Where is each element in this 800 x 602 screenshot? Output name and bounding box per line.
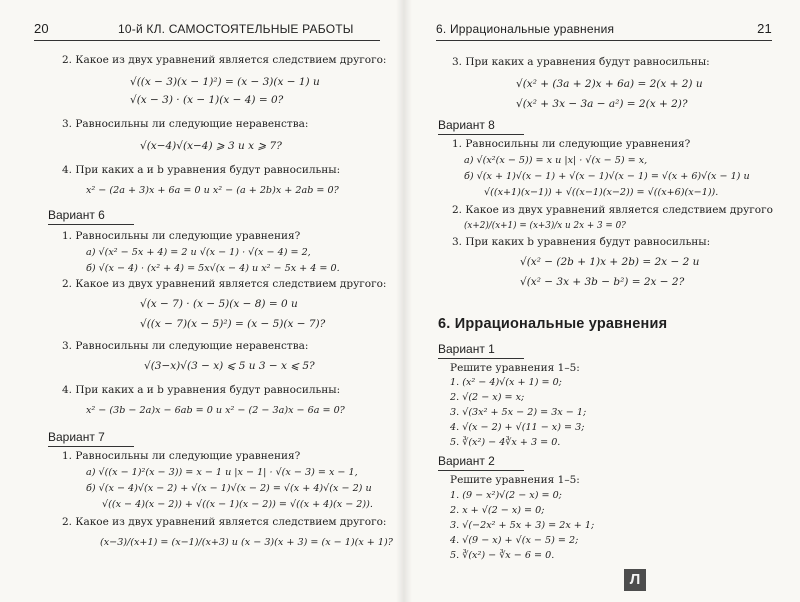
exercise-item: 5. ∛(x²) − 4∛x + 3 = 0. (450, 437, 561, 448)
problem-text: 3. При каких b уравнения будут равносильны: (452, 236, 711, 248)
math-line: а) √(x² − 5x + 4) = 2 и √(x − 1) · √(x − 4) = 2, (86, 247, 311, 258)
math-line: x² − (3b − 2a)x − 6ab = 0 и x² − (2 − 3a)x − 6a = 0? (86, 405, 345, 416)
math-line: x² − (2a + 3)x + 6a = 0 и x² − (a + 2b)x + 2ab = 0? (86, 185, 339, 196)
math-line: √((x+1)(x−1)) + √((x−1)(x−2)) = √((x+6)(x−1)). (484, 187, 719, 198)
problem-text: 3. При каких a уравнения будут равносильны: (452, 56, 710, 68)
math-line: (x+2)/(x+1) = (x+3)/x и 2x + 3 = 0? (464, 221, 626, 231)
problem-text: 4. При каких a и b уравнения будут равносильны: (62, 384, 341, 396)
problem-text: 1. Равносильны ли следующие уравнения? (452, 138, 691, 150)
left-running-header (34, 20, 380, 41)
right-page (404, 0, 800, 602)
math-line: а) √((x − 1)²(x − 3)) = x − 1 и |x − 1| · √(x − 3) = x − 1, (86, 467, 358, 478)
exercise-item: 3. √(3x² + 5x − 2) = 3x − 1; (450, 407, 587, 418)
math-line: √((x − 7)(x − 5)²) = (x − 5)(x − 7)? (140, 318, 326, 330)
math-line: б) √(x − 4)√(x − 2) + √(x − 1)√(x − 2) = √(x + 4)√(x − 2) и (86, 483, 372, 494)
problem-text: 2. Какое из двух уравнений является следствием другого (452, 204, 773, 216)
math-line: б) √(x − 4) · (x² + 4) = 5x√(x − 4) и x² − 5x + 4 = 0. (86, 263, 340, 274)
left-header-title: 10-й КЛ. САМОСТОЯТЕЛЬНЫЕ РАБОТЫ (118, 22, 354, 36)
math-line: √(x−4)√(x−4) ⩾ 3 и x ⩾ 7? (140, 140, 282, 152)
problem-text: 1. Равносильны ли следующие уравнения? (62, 450, 301, 462)
left-page-number: 20 (34, 21, 49, 36)
math-line: √(x² + 3x − 3a − a²) = 2(x + 2)? (516, 98, 688, 110)
right-page-number: 21 (757, 21, 772, 36)
math-line: а) √(x²(x − 5)) = x и |x| · √(x − 5) = x, (464, 155, 648, 166)
variant-2-heading: Вариант 2 (438, 454, 495, 468)
exercise-item: 1. (x² − 4)√(x + 1) = 0; (450, 377, 562, 388)
exercise-item: 2. x + √(2 − x) = 0; (450, 505, 545, 516)
math-line: √(3−x)√(3 − x) ⩽ 5 и 3 − x ⩽ 5? (144, 360, 315, 372)
problem-text: 1. Равносильны ли следующие уравнения? (62, 230, 301, 242)
math-line: √(x² − (2b + 1)x + 2b) = 2x − 2 и (520, 256, 700, 268)
exercise-item: 5. ∛(x²) − ∛x − 6 = 0. (450, 550, 555, 561)
problem-text: 2. Какое из двух уравнений является следствием другого: (62, 516, 387, 528)
math-line: √(x − 3) · (x − 1)(x − 4) = 0? (130, 94, 284, 106)
right-running-header (436, 20, 772, 41)
book-gutter (396, 0, 412, 602)
publisher-logo: Л (624, 569, 646, 591)
math-line: √(x² + (3a + 2)x + 6a) = 2(x + 2) и (516, 78, 703, 90)
instruction-text: Решите уравнения 1–5: (450, 362, 580, 374)
exercise-item: 4. √(9 − x) + √(x − 5) = 2; (450, 535, 579, 546)
math-line: √(x² − 3x + 3b − b²) = 2x − 2? (520, 276, 685, 288)
section-title: 6. Иррациональные уравнения (438, 316, 668, 332)
problem-text: 3. Равносильны ли следующие неравенства: (62, 118, 309, 130)
problem-text: 2. Какое из двух уравнений является следствием другого: (62, 278, 387, 290)
instruction-text: Решите уравнения 1–5: (450, 474, 580, 486)
problem-text: 4. При каких a и b уравнения будут равносильны: (62, 164, 341, 176)
right-header-title: 6. Иррациональные уравнения (436, 22, 615, 36)
math-line: б) √(x + 1)√(x − 1) + √(x − 1)√(x − 1) = √(x + 6)√(x − 1) и (464, 171, 750, 182)
math-line: √((x − 3)(x − 1)²) = (x − 3)(x − 1) и (130, 76, 320, 88)
math-line: √(x − 7) · (x − 5)(x − 8) = 0 и (140, 298, 298, 310)
variant-6-heading: Вариант 6 (48, 208, 105, 222)
problem-text: 2. Какое из двух уравнений является следствием другого: (62, 54, 387, 66)
exercise-item: 3. √(−2x² + 5x + 3) = 2x + 1; (450, 520, 595, 531)
problem-text: 3. Равносильны ли следующие неравенства: (62, 340, 309, 352)
variant-1-heading: Вариант 1 (438, 342, 495, 356)
math-line: √((x − 4)(x − 2)) + √((x − 1)(x − 2)) = √((x + 4)(x − 2)). (102, 499, 373, 510)
exercise-item: 4. √(x − 2) + √(11 − x) = 3; (450, 422, 585, 433)
exercise-item: 2. √(2 − x) = x; (450, 392, 525, 403)
math-line: (x−3)/(x+1) = (x−1)/(x+3) и (x − 3)(x + 3) = (x − 1)(x + 1)? (100, 537, 393, 548)
variant-7-heading: Вариант 7 (48, 430, 105, 444)
exercise-item: 1. (9 − x²)√(2 − x) = 0; (450, 490, 562, 501)
variant-8-heading: Вариант 8 (438, 118, 495, 132)
